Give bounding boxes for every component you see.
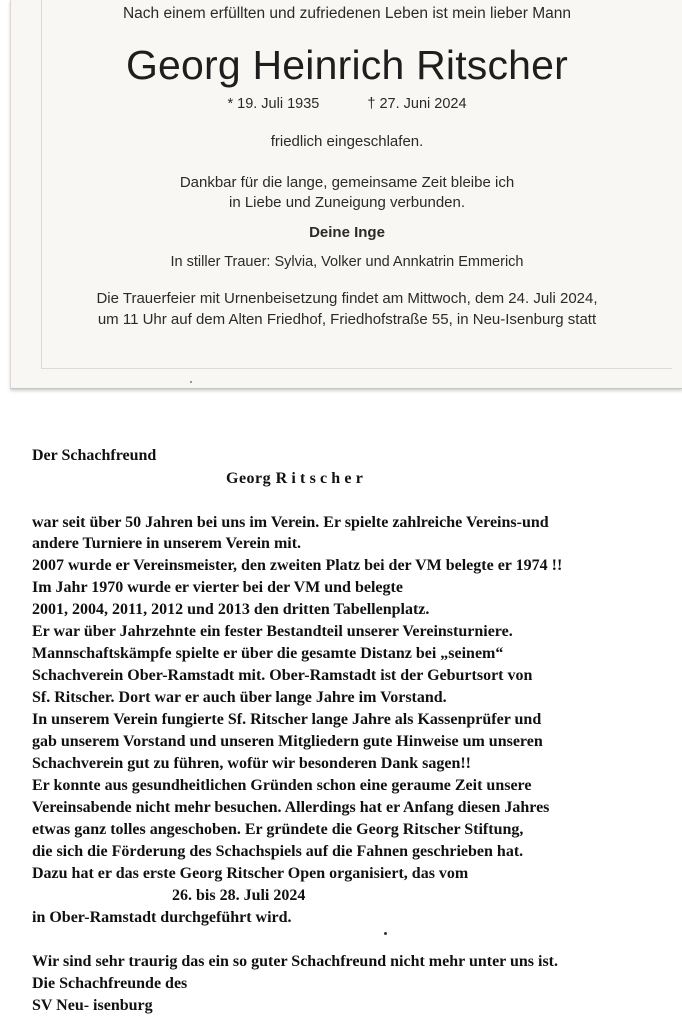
tribute-line: Er war über Jahrzehnte ein fester Bestandteil unserer Vereinsturniere.	[32, 623, 513, 640]
tribute-line: Dazu hat er das erste Georg Ritscher Open organisiert, das vom	[32, 865, 469, 882]
life-dates	[11, 96, 682, 112]
tribute-heading: Der Schachfreund	[32, 447, 157, 464]
tribute-surname: Ritscher	[275, 470, 368, 487]
tournament-date: 26. bis 28. Juli 2024	[172, 887, 306, 904]
sender-line-1: Die Schachfreunde des	[32, 975, 188, 992]
tribute-closing: Wir sind sehr traurig das ein so guter Schachfreund nicht mehr unter uns ist.	[32, 953, 558, 970]
deceased-name: Georg Heinrich Ritscher	[125, 42, 569, 88]
thanks-line-1: Dankbar für die lange, gemeinsame Zeit bleibe ich	[179, 174, 515, 191]
funeral-info-line-2: um 11 Uhr auf dem Alten Friedhof, Friedhofstraße 55, in Neu-Isenburg statt	[97, 311, 597, 328]
obituary-notice	[10, 0, 682, 389]
tribute-line: 2001, 2004, 2011, 2012 und 2013 den dritten Tabellenplatz.	[32, 601, 430, 618]
stray-dot	[384, 932, 387, 935]
tribute-line: andere Turniere in unserem Verein mit.	[32, 535, 302, 552]
sender-line-2: SV Neu- isenburg	[32, 997, 153, 1014]
tribute-line: Mannschaftskämpfe spielte er über die gesamte Distanz bei „seinem“	[32, 645, 504, 662]
tribute-person-name	[226, 470, 367, 488]
tribute-line: die sich die Förderung des Schachspiels auf die Fahnen geschrieben hat.	[32, 843, 524, 860]
passing-text: friedlich eingeschlafen.	[270, 133, 424, 150]
death-date: † 27. Juni 2024	[367, 96, 467, 112]
tribute-line: war seit über 50 Jahren bei uns im Verein. Er spielte zahlreiche Vereins-und	[32, 514, 549, 531]
tribute-line: Sf. Ritscher. Dort war er auch über lange Jahre im Vorstand.	[32, 689, 447, 706]
tribute-line: gab unserem Vorstand und unseren Mitgliedern gute Hinweise um unseren	[32, 733, 543, 750]
tribute-line: Schachverein Ober-Ramstadt mit. Ober-Ramstadt ist der Geburtsort von	[32, 667, 533, 684]
tribute-line: 2007 wurde er Vereinsmeister, den zweiten Platz bei der VM belegte er 1974 !!	[32, 557, 563, 574]
thanks-line-2: in Liebe und Zuneigung verbunden.	[228, 194, 466, 211]
tribute-line: Er konnte aus gesundheitlichen Gründen schon eine geraume Zeit unsere	[32, 777, 532, 794]
tribute-line: etwas ganz tolles angeschoben. Er gründete die Georg Ritscher Stiftung,	[32, 821, 524, 838]
tribute-line: Im Jahr 1970 wurde er vierter bei der VM und belegte	[32, 579, 403, 596]
funeral-info-line-1: Die Trauerfeier mit Urnenbeisetzung findet am Mittwoch, dem 24. Juli 2024,	[96, 290, 598, 307]
paper-speck	[190, 381, 192, 383]
notice-signature: Deine Inge	[309, 224, 385, 241]
tribute-line: Vereinsabende nicht mehr besuchen. Allerdings hat er Anfang diesen Jahres	[32, 799, 550, 816]
notice-intro: Nach einem erfüllten und zufriedenen Leben ist mein lieber Mann	[122, 5, 572, 22]
tribute-line: In unserem Verein fungierte Sf. Ritscher lange Jahre als Kassenprüfer und	[32, 711, 542, 728]
mourners-line: In stiller Trauer: Sylvia, Volker und Annkatrin Emmerich	[170, 254, 524, 270]
tribute-line: Schachverein gut zu führen, wofür wir besonderen Dank sagen!!	[32, 755, 471, 772]
birth-date: * 19. Juli 1935	[227, 96, 320, 112]
tournament-place: in Ober-Ramstadt durchgeführt wird.	[32, 909, 292, 926]
tribute-first-name: Georg	[226, 470, 272, 487]
